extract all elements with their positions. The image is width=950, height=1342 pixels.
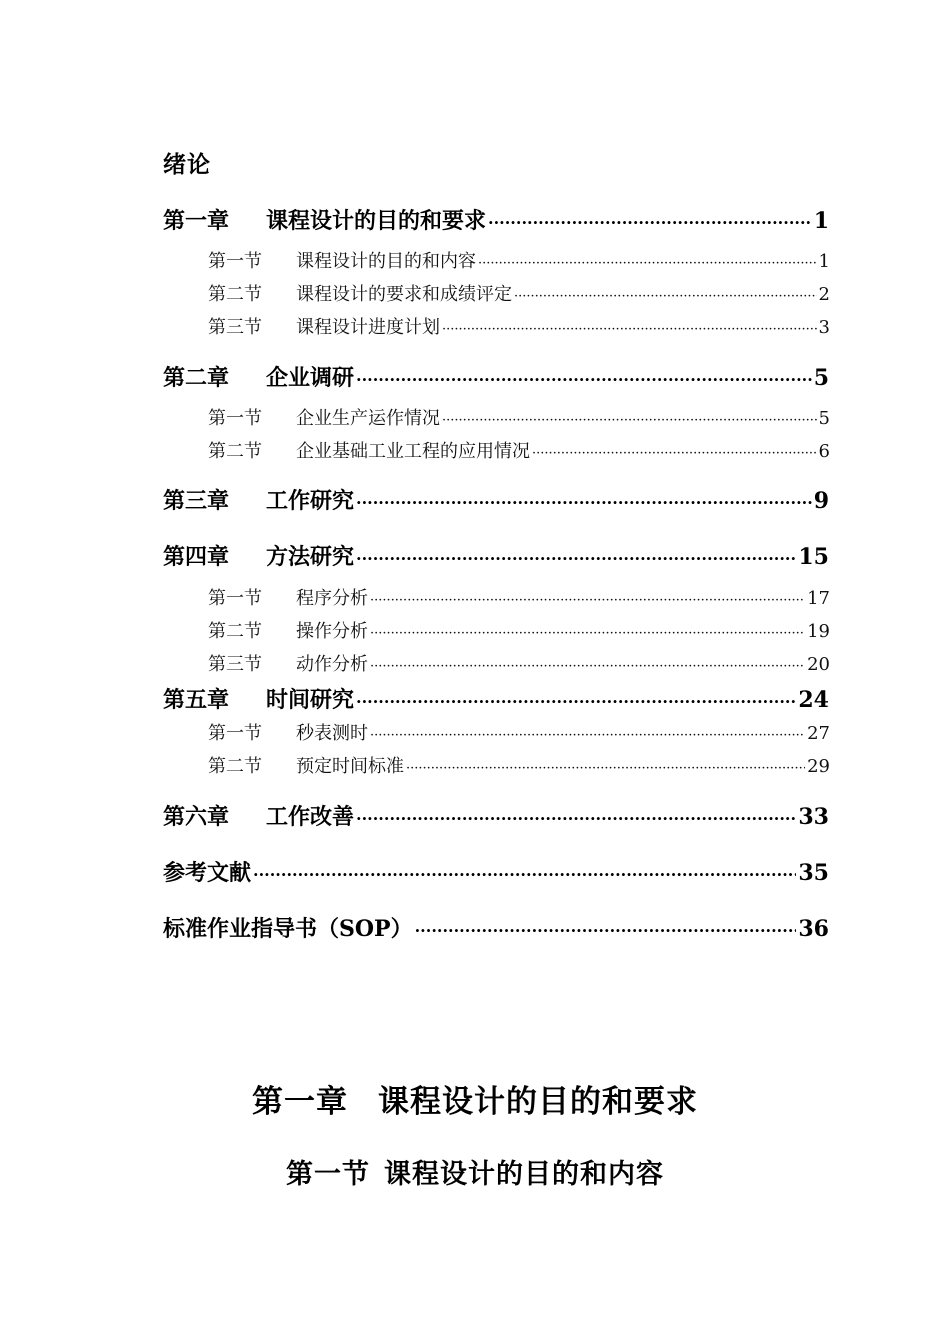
toc-dot-leader <box>478 256 817 271</box>
toc-dot-leader <box>370 593 805 608</box>
toc-entry-title: 企业调研 <box>266 365 355 391</box>
toc-entry-references[interactable] <box>163 856 829 887</box>
toc-entry-section[interactable] <box>208 404 830 430</box>
toc-entry-number: 第一节 <box>208 723 262 744</box>
toc-entry-title: 参考文献 <box>163 860 252 886</box>
toc-intro-heading: 绪论 <box>163 151 211 178</box>
toc-entry-number: 第二节 <box>208 284 262 305</box>
toc-entry-page: 20 <box>807 654 830 675</box>
toc-entry-sop[interactable] <box>163 912 829 943</box>
toc-entry-number: 第一章 <box>163 208 230 234</box>
toc-entry-number: 第三节 <box>208 317 262 338</box>
toc-entry-page: 3 <box>818 317 830 338</box>
toc-dot-leader <box>356 549 796 568</box>
toc-entry-title: 时间研究 <box>266 687 355 713</box>
toc-entry-number: 第一节 <box>208 251 262 272</box>
toc-entry-page: 5 <box>813 365 829 391</box>
toc-entry-page: 15 <box>798 544 829 570</box>
toc-dot-leader <box>356 493 812 512</box>
toc-entry-title: 企业基础工业工程的应用情况 <box>296 441 530 462</box>
toc-entry-title: 程序分析 <box>296 588 368 609</box>
toc-dot-leader <box>370 659 805 674</box>
toc-entry-page: 33 <box>798 804 829 830</box>
toc-entry-title: 企业生产运作情况 <box>296 408 440 429</box>
toc-entry-title: 方法研究 <box>266 544 355 570</box>
toc-entry-title: 工作改善 <box>266 804 355 830</box>
toc-dot-leader <box>514 289 817 304</box>
toc-entry-page: 27 <box>807 723 830 744</box>
toc-entry-section[interactable] <box>208 617 830 643</box>
section-heading-title: 课程设计的目的和内容 <box>384 1159 664 1190</box>
toc-entry-section[interactable] <box>208 313 830 339</box>
toc-entry-chapter[interactable] <box>163 683 829 714</box>
section-heading-number: 第一节 <box>286 1159 370 1190</box>
toc-entry-title: 课程设计的要求和成绩评定 <box>296 284 512 305</box>
toc-dot-leader <box>356 370 812 389</box>
toc-entry-section[interactable] <box>208 752 830 778</box>
toc-entry-number: 第一节 <box>208 588 262 609</box>
toc-dot-leader <box>356 692 796 711</box>
toc-entry-page: 29 <box>807 756 830 777</box>
toc-dot-leader <box>406 761 805 776</box>
toc-entry-section[interactable] <box>208 719 830 745</box>
toc-entry-section[interactable] <box>208 650 830 676</box>
toc-entry-chapter[interactable] <box>163 484 829 515</box>
toc-dot-leader <box>356 809 796 828</box>
toc-entry-page: 36 <box>798 916 829 942</box>
toc-entry-chapter[interactable] <box>163 361 829 392</box>
toc-entry-chapter[interactable] <box>163 204 829 235</box>
toc-dot-leader <box>370 626 805 641</box>
toc-entry-chapter[interactable] <box>163 540 829 571</box>
chapter-heading-title: 课程设计的目的和要求 <box>378 1084 698 1120</box>
toc-entry-title: 工作研究 <box>266 488 355 514</box>
toc-entry-section[interactable] <box>208 437 830 463</box>
toc-dot-leader <box>442 413 817 428</box>
toc-entry-number: 第一节 <box>208 408 262 429</box>
toc-entry-page: 1 <box>813 208 829 234</box>
toc-entry-number: 第三章 <box>163 488 230 514</box>
toc-dot-leader <box>488 213 812 232</box>
toc-dot-leader <box>253 865 796 884</box>
toc-entry-number: 第三节 <box>208 654 262 675</box>
toc-entry-title: 课程设计进度计划 <box>296 317 440 338</box>
toc-entry-title: 课程设计的目的和要求 <box>266 208 487 234</box>
toc-entry-page: 9 <box>813 488 829 514</box>
toc-entry-title: 课程设计的目的和内容 <box>296 251 476 272</box>
toc-dot-leader <box>415 921 797 940</box>
toc-entry-page: 1 <box>818 251 830 272</box>
toc-entry-number: 第二节 <box>208 756 262 777</box>
toc-entry-chapter[interactable] <box>163 800 829 831</box>
toc-entry-page: 24 <box>798 687 829 713</box>
chapter-heading-number: 第一章 <box>252 1084 348 1120</box>
toc-dot-leader <box>532 446 817 461</box>
toc-entry-section[interactable] <box>208 584 830 610</box>
toc-dot-leader <box>370 728 805 743</box>
toc-entry-number: 第四章 <box>163 544 230 570</box>
toc-entry-title: 预定时间标准 <box>296 756 404 777</box>
chapter-heading <box>0 1076 950 1121</box>
toc-entry-page: 5 <box>818 408 830 429</box>
toc-entry-title: 秒表测时 <box>296 723 368 744</box>
toc-entry-section[interactable] <box>208 247 830 273</box>
toc-entry-title: 操作分析 <box>296 621 368 642</box>
toc-entry-number: 第二节 <box>208 621 262 642</box>
toc-entry-page: 2 <box>818 284 830 305</box>
toc-entry-page: 6 <box>818 441 830 462</box>
section-heading <box>0 1152 950 1191</box>
toc-entry-title: 动作分析 <box>296 654 368 675</box>
toc-entry-page: 19 <box>807 621 830 642</box>
toc-entry-number: 第五章 <box>163 687 230 713</box>
toc-entry-number: 第六章 <box>163 804 230 830</box>
toc-entry-number: 第二章 <box>163 365 230 391</box>
toc-entry-title: 标准作业指导书（SOP） <box>163 916 413 942</box>
toc-entry-page: 35 <box>798 860 829 886</box>
toc-entry-page: 17 <box>807 588 830 609</box>
toc-entry-section[interactable] <box>208 280 830 306</box>
toc-entry-number: 第二节 <box>208 441 262 462</box>
toc-dot-leader <box>442 322 817 337</box>
